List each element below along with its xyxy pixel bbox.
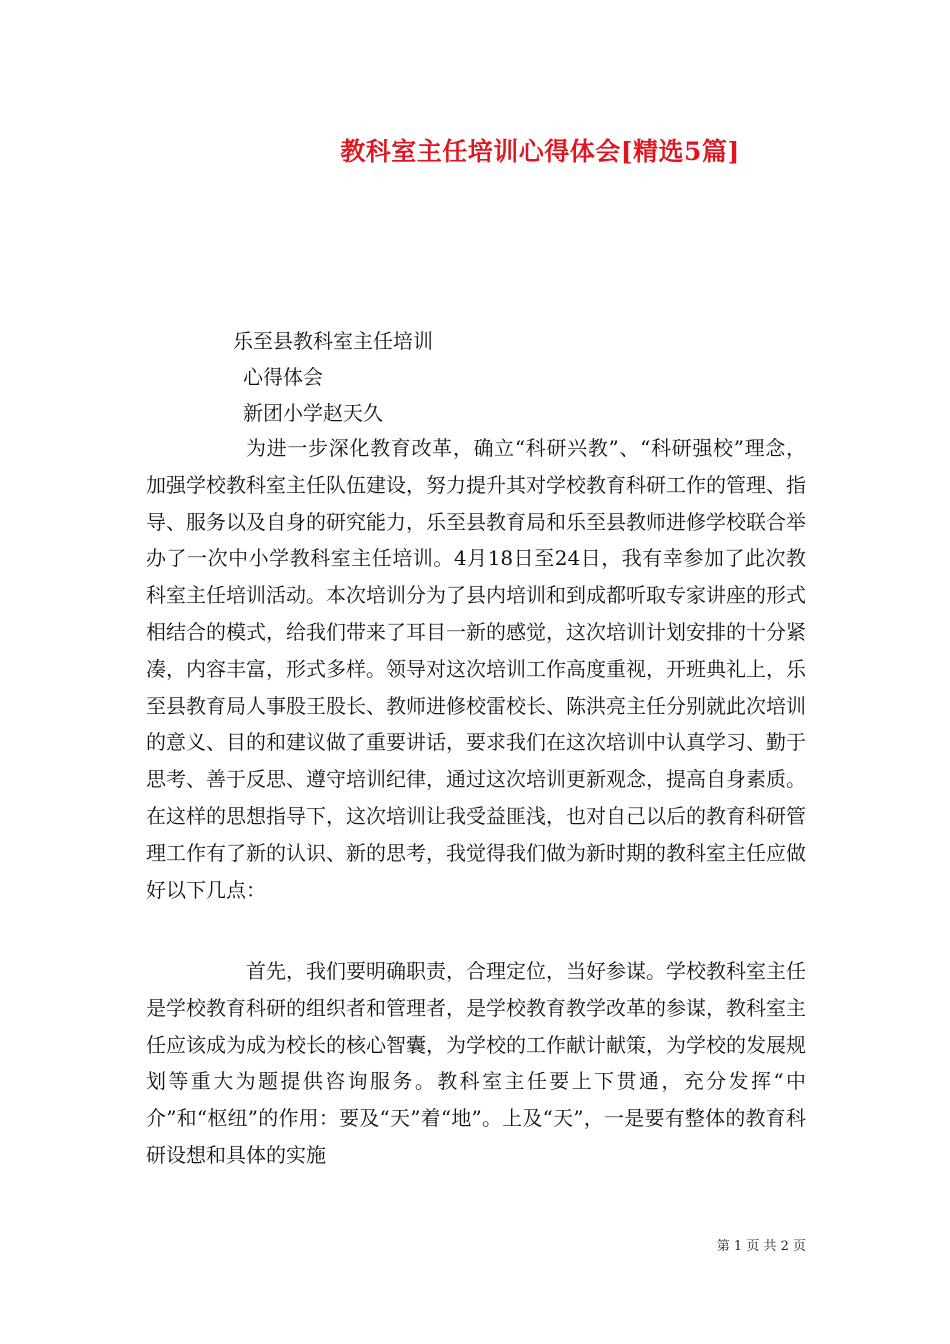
author-line: 新团小学赵天久 [243, 401, 383, 425]
subtitle-line-1: 乐至县教科室主任培训 [233, 329, 433, 353]
page-number-footer: 第 1 页 共 2 页 [716, 1239, 806, 1254]
body-paragraph-2: 首先，我们要明确职责，合理定位，当好参谋。学校教科室主任是学校教育科研的组织者和管理者，是学校教育教学改革的参谋，教科室主任应该成为成为校长的核心智囊，为学校的工作献计献策，为学校的发展规划等重大为题提供咨询服务。教科室主任要上下贯通，充分发挥“中介”和“枢纽”的作用：要及“天”着“地”。上及“天”，一是要有整体的教育科研设想和具体的实施 [146, 959, 806, 1167]
document-title: 教科室主任培训心得体会[精选5篇] [340, 137, 740, 166]
subtitle-line-2: 心得体会 [243, 365, 323, 389]
body-paragraph-1: 为进一步深化教育改革，确立“科研兴教”、“科研强校”理念，加强学校教科室主任队伍建设，努力提升其对学校教育科研工作的管理、指导、服务以及自身的研究能力，乐至县教育局和乐至县教师进修学校联合举办了一次中小学教科室主任培训。4月18日至24日，我有幸参加了此次教科室主任培训活动。本次培训分为了县内培训和到成都听取专家讲座的形式相结合的模式，给我们带来了耳目一新的感觉，这次培训计划安排的十分紧凑，内容丰富，形式多样。领导对这次培训工作高度重视，开班典礼上，乐至县教育局人事股王股长、教师进修校雷校长、陈洪亮主任分别就此次培训的意义、目的和建议做了重要讲话，要求我们在这次培训中认真学习、勤于思考、善于反思、遵守培训纪律，通过这次培训更新观念，提高自身素质。在这样的思想指导下，这次培训让我受益匪浅，也对自己以后的教育科研管理工作有了新的认识、新的思考，我觉得我们做为新时期的教科室主任应做好以下几点： [146, 436, 806, 902]
